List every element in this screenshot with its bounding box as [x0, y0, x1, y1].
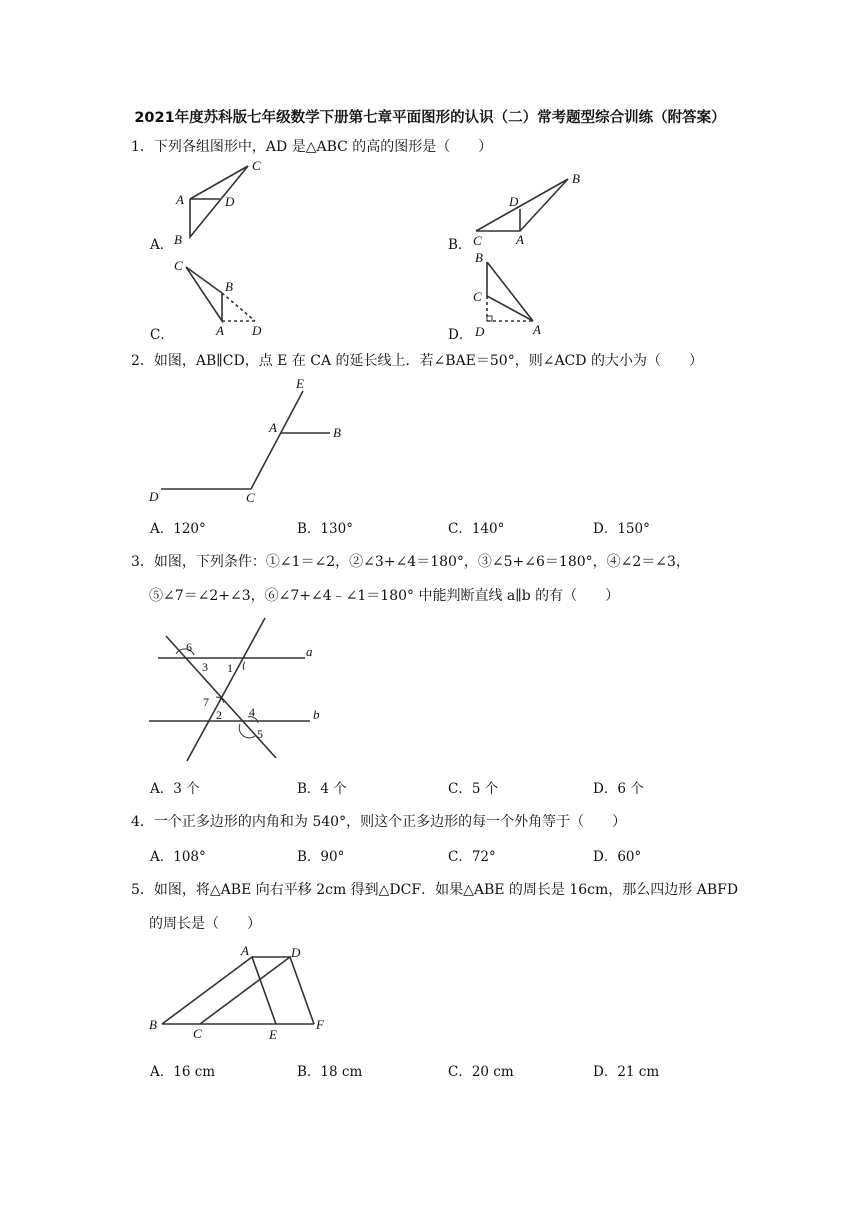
label-3-line-b: b — [313, 707, 320, 722]
option-5c: C．20 cm — [448, 1064, 514, 1080]
option-1c: C． — [150, 327, 174, 343]
option-1a: A． — [150, 237, 174, 253]
label-2-e: E — [296, 376, 304, 391]
label-2-b: B — [333, 425, 341, 440]
label-1b-d: D — [509, 194, 519, 209]
document-title: 2021年度苏科版七年级数学下册第七章平面图形的认识（二）常考题型综合训练（附答案） — [134, 110, 726, 126]
label-2-a: A — [269, 420, 277, 435]
option-4d: D．60° — [593, 849, 642, 865]
label-1d-a: A — [533, 322, 541, 337]
option-5d: D．21 cm — [593, 1064, 660, 1080]
label-3-line-a: a — [306, 644, 313, 659]
label-1a-d: D — [225, 194, 235, 209]
option-2c: C．140° — [448, 521, 505, 537]
option-2d: D．150° — [593, 521, 650, 537]
question-4-stem: 4．一个正多边形的内角和为 540°，则这个正多边形的每一个外角等于（ ） — [131, 814, 627, 830]
option-1d: D． — [448, 327, 473, 343]
question-1-stem: 1．下列各组图形中，AD 是△ABC 的高的图形是（ ） — [131, 139, 493, 155]
option-2b: B．130° — [297, 521, 353, 537]
label-1a-c: C — [252, 158, 261, 173]
option-3a: A．3 个 — [150, 781, 200, 797]
option-3d: D．6 个 — [593, 781, 644, 797]
label-1b-b: B — [572, 171, 580, 186]
label-5-c: C — [193, 1026, 202, 1041]
label-3-angle-5: 5 — [257, 727, 263, 741]
label-1b-c: C — [473, 233, 482, 248]
option-3b: B．4 个 — [297, 781, 347, 797]
question-3-stem-line2: ⑤∠7＝∠2+∠3，⑥∠7+∠4﹣∠1＝180° 中能判断直线 a∥b 的有（ ） — [149, 588, 620, 604]
label-1a-a: A — [176, 192, 184, 207]
label-5-f: F — [316, 1017, 324, 1032]
label-1b-a: A — [516, 232, 524, 247]
label-2-d: D — [149, 489, 159, 504]
label-1d-b: B — [475, 250, 483, 265]
question-5-stem-line2: 的周长是（ ） — [149, 916, 261, 932]
label-1c-c: C — [174, 258, 183, 273]
option-3c: C．5 个 — [448, 781, 499, 797]
label-5-b: B — [149, 1017, 157, 1032]
label-5-a: A — [241, 943, 249, 958]
option-5b: B．18 cm — [297, 1064, 363, 1080]
question-2-stem: 2．如图，AB∥CD，点 E 在 CA 的延长线上．若∠BAE＝50°，则∠ACD 的大小为（ ） — [131, 353, 703, 369]
label-3-angle-3: 3 — [202, 660, 208, 674]
label-3-angle-2: 2 — [216, 708, 222, 722]
label-1d-d: D — [475, 324, 485, 339]
option-5a: A．16 cm — [150, 1064, 216, 1080]
label-5-d: D — [291, 945, 301, 960]
option-2a: A．120° — [150, 521, 206, 537]
option-1b: B． — [448, 237, 472, 253]
option-4c: C．72° — [448, 849, 496, 865]
label-5-e: E — [269, 1027, 277, 1042]
label-3-angle-1: 1 — [227, 661, 233, 675]
question-5-stem-line1: 5．如图，将△ABE 向右平移 2cm 得到△DCF．如果△ABE 的周长是 16cm，那么四边形 ABFD — [131, 882, 739, 898]
label-3-angle-6: 6 — [186, 640, 192, 654]
option-4a: A．108° — [150, 849, 206, 865]
label-1a-b: B — [174, 232, 182, 247]
label-1c-b: B — [225, 279, 233, 294]
label-3-angle-7: 7 — [203, 695, 209, 709]
question-3-stem-line1: 3．如图，下列条件：①∠1＝∠2，②∠3+∠4＝180°，③∠5+∠6＝180°，④∠2＝∠3， — [131, 554, 690, 570]
label-1c-a: A — [216, 323, 224, 338]
label-3-angle-4: 4 — [249, 705, 255, 719]
label-2-c: C — [246, 490, 255, 505]
label-1d-c: C — [473, 289, 482, 304]
option-4b: B．90° — [297, 849, 345, 865]
label-1c-d: D — [252, 323, 262, 338]
